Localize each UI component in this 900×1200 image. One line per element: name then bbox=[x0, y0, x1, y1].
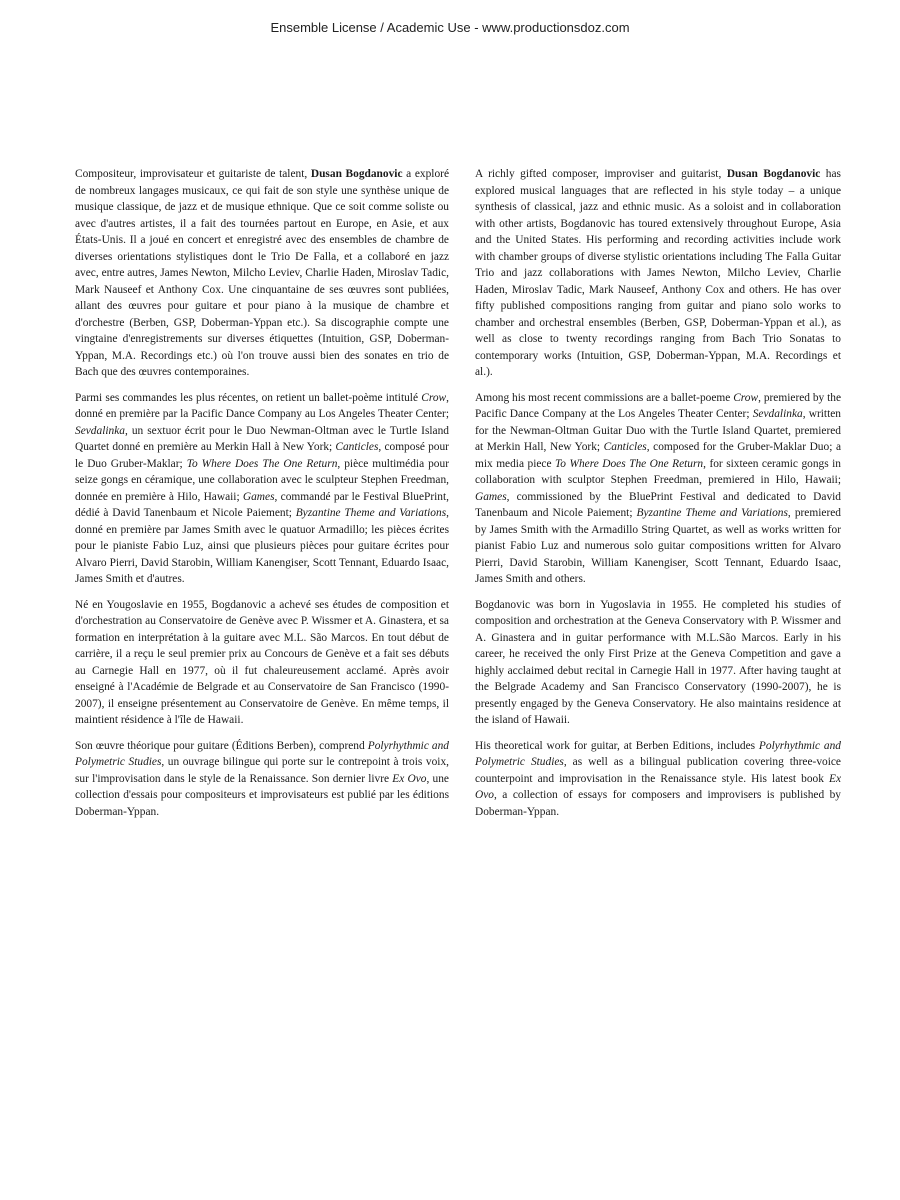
work-title: To Where Does The One Return bbox=[186, 457, 338, 470]
english-paragraph-3: Bogdanovic was born in Yugoslavia in 1955. He completed his studies of composition and orchestration at the Geneva Conservatory with P. Wissmer and A. Ginastera and in guitar performance with M.L.São Marcos. Early in his career, he received the only First Prize at the Geneva Competition and gave a highly acclaimed debut recital in Carnegie Hall in 1977. After having taught at the Belgrade Academy and San Francisco Conservatory (1990-2007), he is presently engaged by the Geneva Conservatory. He also maintains residence at the island of Hawaii. bbox=[475, 598, 841, 726]
work-title: Canticles bbox=[335, 441, 379, 453]
license-header: Ensemble License / Academic Use - www.productionsdoz.com bbox=[270, 20, 630, 35]
bold-name: Dusan Bogdanovic bbox=[310, 168, 403, 180]
english-paragraph-1: A richly gifted composer, improviser and guitarist, Dusan Bogdanovic has explored musical languages that are reflected in his style today – a unique synthesis of classical, jazz and ethnic music. As a soloist and in collaboration with other artists, Bogdanovic has toured extensively throughout Europe, Asia and the United States. His performing and recording activities include work with chamber groups of diverse stylistic orientations including The Falla Guitar Trio and jazz collaborations with James Newton, Milcho Leviev, Charlie Haden, Miroslav Tadic, Mark Nauseef, Anthony Cox and others. He has over fifty published compositions ranging from guitar and piano solo works to chamber and orchestral ensembles (Berben, GSP, Doberman-Yppan et al.), as well as close to twenty recordings ranging from Bach Trio Sonatas to contemporary works (Intuition, GSP, Doberman-Yppan, M.A. Recordings et al.). bbox=[475, 168, 841, 378]
french-paragraph-3: Né en Yougoslavie en 1955, Bogdanovic a achevé ses études de composition et d'orchestration au Conservatoire de Genève avec P. Wissmer et A. Ginastera, et sa formation en interprétation à la guitare avec M.L. São Marcos. En tout début de carrière, il a reçu le seul premier prix au Concours de Genève et a fait ses débuts au Carnegie Hall en 1977, où il fut chaleureusement acclamé. Après avoir enseigné à l'Académie de Belgrade et au Conservatoire de San Francisco (1990-2007), il enseigne présentement au Conservatoire de Genève. En même temps, il maintient résidence à l'île de Hawaii. bbox=[75, 598, 449, 726]
work-title: Games bbox=[242, 490, 275, 503]
french-column bbox=[75, 166, 449, 829]
english-column bbox=[475, 166, 841, 829]
work-title: Crow bbox=[421, 391, 447, 404]
bold-name: Dusan Bogdanovic bbox=[726, 168, 821, 180]
english-paragraph-4: His theoretical work for guitar, at Berben Editions, includes Polyrhythmic and Polymetric Studies, as well as a bilingual publication covering three-voice counterpoint and improvisation in the Renaissance style. His latest book Ex Ovo, a collection of essays for composers and improvisers is published by Doberman-Yppan. bbox=[475, 739, 841, 818]
work-title: Ex Ovo bbox=[392, 772, 427, 785]
french-paragraph-2: Parmi ses commandes les plus récentes, on retient un ballet-poème intitulé Crow, donné en première par la Pacific Dance Company au Los Angeles Theater Center; Sevdalinka, un sextuor écrit pour le Duo Newman-Oltman avec le Turtle Island Quartet donné en première au Merkin Hall à New York; Canticles, composé pour le Duo Gruber-Maklar; To Where Does The One Return, pièce multimédia pour seize gongs en céramique, une collaboration avec le sculpteur Stephen Freedman, donnée en première à Hilo, Hawaii; Games, commandé par le Festival BluePrint, dédié à David Tanenbaum et Nicole Paiement; Byzantine Theme and Variations, donné en première par James Smith avec le quatuor Armadillo; les pièces écrites pour le pianiste Fabio Luz, ainsi que plusieurs pièces pour guitare écrites pour Alvaro Pierri, David Starobin, William Kanengiser, Scott Tennant, Eduardo Isaac, James Smith et d'autres. bbox=[75, 391, 449, 585]
work-title: Crow bbox=[733, 391, 759, 404]
english-paragraph-2: Among his most recent commissions are a ballet-poeme Crow, premiered by the Pacific Dance Company at the Los Angeles Theater Center; Sevdalinka, written for the Newman-Oltman Guitar Duo with the Turtle Island Quartet, premiered at Merkin Hall, New York; Canticles, composed for the Gruber-Maklar Duo; a mix media piece To Where Does The One Return, for sixteen ceramic gongs in collaboration with sculptor Stephen Freedman, premiered in Hilo, Hawaii; Games, commissioned by the BluePrint Festival and dedicated to David Tanenbaum and Nicole Paiement; Byzantine Theme and Variations, premiered by James Smith with the Armadillo String Quartet, as well as works written for pianist Fabio Luz and numerous solo guitar compositions written for Alvaro Pierri, David Starobin, William Kanengiser, Scott Tennant, Eduardo Isaac, James Smith and others. bbox=[475, 391, 842, 585]
work-title: Games bbox=[475, 490, 507, 503]
work-title: To Where Does The One Return bbox=[555, 457, 704, 470]
french-paragraph-1: Compositeur, improvisateur et guitariste de talent, Dusan Bogdanovic a exploré de nombreux langages musicaux, ce qui fait de son style une synthèse unique de musique classique, de jazz et de musique ethnique. Que ce soit comme soliste ou avec d'autres artistes, il a fait des tournées partout en Europe, en Asie, et aux États-Unis. Il a joué en concert et enregistré avec des ensembles de chambre de diverses orientations stylistiques dont le Trio De Falla, et a collaboré en jazz avec, entre autres, James Newton, Milcho Leviev, Charlie Haden, Miroslav Tadic, Mark Nauseef et Anthony Cox. Une cinquantaine de ses œuvres sont publiées, allant des œuvres pour guitare et pour piano à la musique de chambre et d'orchestre (Berben, GSP, Doberman-Yppan etc.). Sa discographie compte une vingtaine d'enregistrements sur diverses étiquettes (Intuition, GSP, Doberman-Yppan, M.A. Recordings etc.) où l'on trouve aussi bien des sonates en trio de Bach que des œuvres contemporaines. bbox=[75, 168, 450, 378]
work-title: Byzantine Theme and Variations bbox=[295, 507, 447, 519]
work-title: Sevdalinka bbox=[752, 408, 803, 420]
work-title: Byzantine Theme and Variations bbox=[636, 507, 788, 519]
work-title: Ex Ovo bbox=[475, 772, 841, 801]
french-paragraph-4: Son œuvre théorique pour guitare (Éditions Berben), comprend Polyrhythmic and Polymetric Studies, un ouvrage bilingue qui porte sur le contrepoint à trois voix, sur l'improvisation dans le style de la Renaissance. Son dernier livre Ex Ovo, une collection d'essais pour compositeurs et improvisateurs est publié par les éditions Doberman-Yppan. bbox=[75, 739, 449, 818]
work-title: Sevdalinka bbox=[75, 424, 125, 437]
work-title: Canticles bbox=[603, 441, 647, 453]
work-title: Polyrhythmic and Polymetric Studies bbox=[475, 739, 841, 768]
work-title: Polyrhythmic and Polymetric Studies bbox=[75, 739, 449, 768]
